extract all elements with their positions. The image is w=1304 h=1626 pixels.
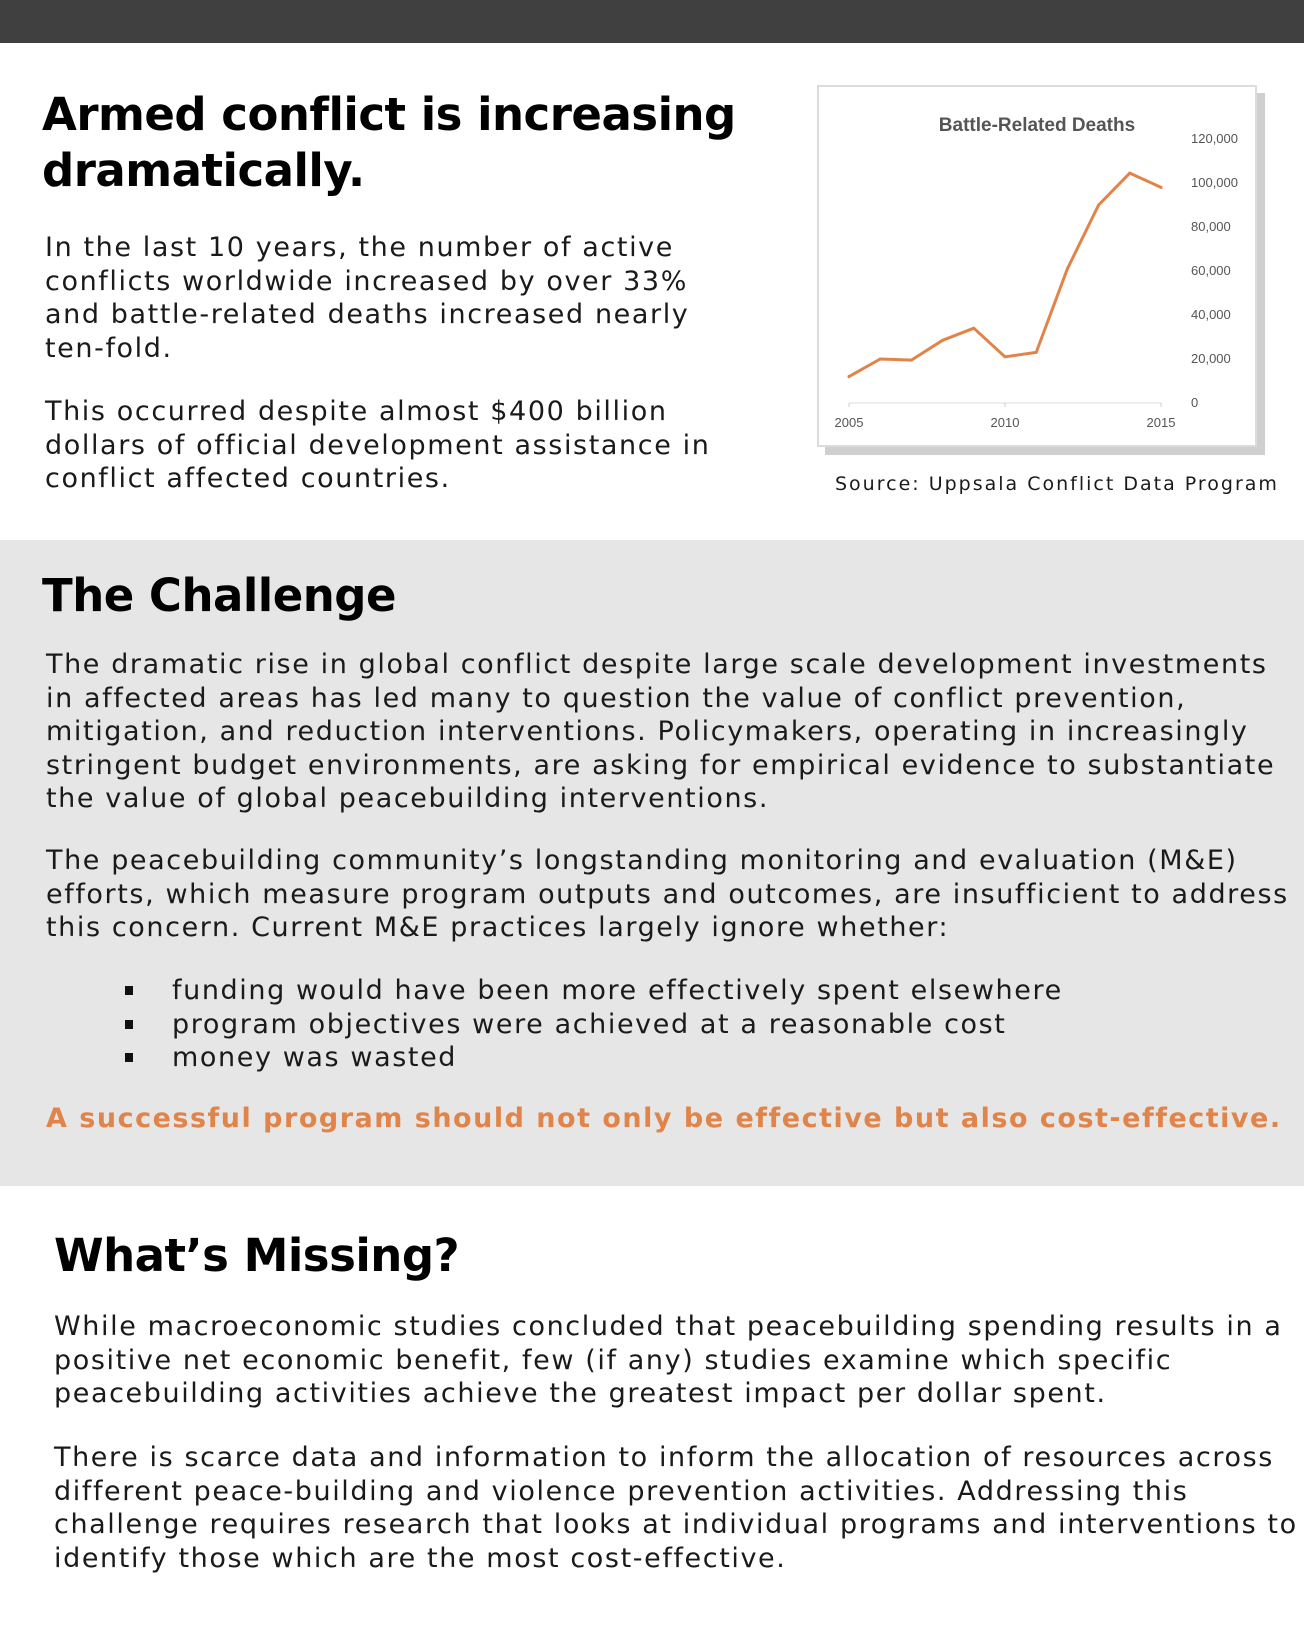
bullet-text: funding would have been more effectively spent elsewhere [172, 975, 1063, 1006]
data-point-2010 [1004, 355, 1007, 358]
challenge-paragraph-2: The peacebuilding community’s longstanding monitoring and evaluation (M&E) efforts, which measure program outputs and outcomes, are insufficient to address this concern. Current M&E practices largely ignore whether: [46, 845, 1289, 943]
chart-source: Source: Uppsala Conflict Data Program [835, 473, 1279, 495]
chart-series [848, 172, 1163, 379]
whats-missing-heading: What’s Missing? [54, 1229, 460, 1282]
bullet-text: program objectives were achieved at a reasonable cost [172, 1008, 1007, 1040]
challenge-paragraph-1: The dramatic rise in global conflict despite large scale development investments in affected areas has led many to question the value of conflict prevention, mitigation, and reduction interventions. Policymakers, operating in increasingly stringent budget environments, are asking for empirical evidence to substantiate the value of global peacebuilding interventions. [46, 649, 1276, 814]
y-tick-label-40000: 40,000 [1191, 307, 1231, 322]
chart-card [817, 85, 1257, 447]
bullet-text: money was wasted [172, 1042, 458, 1073]
y-tick-label-0: 0 [1191, 395, 1199, 410]
bullet-square-icon [125, 1020, 133, 1029]
bullet-item [122, 1008, 1063, 1042]
battle-deaths-chart [817, 85, 1261, 449]
whats-missing-paragraph-2: There is scarce data and information to inform the allocation of resources across different peace-building and violence prevention activities. Addressing this challenge requires research that looks at individual programs and interventions to identify those which are the most cost-effective. [54, 1442, 1298, 1574]
x-tick-label-2005: 2005 [834, 415, 864, 430]
data-point-2012 [1066, 267, 1069, 270]
bullet-item [122, 1041, 1063, 1075]
bullet-square-icon [125, 1053, 133, 1062]
challenge-section [0, 540, 1304, 1186]
data-point-2009 [972, 327, 975, 330]
data-point-2015 [1160, 186, 1163, 189]
bullet-square-icon [125, 986, 133, 995]
y-tick-label-80000: 80,000 [1191, 219, 1231, 234]
x-tick-label-2015: 2015 [1146, 415, 1176, 430]
top-bar [0, 0, 1304, 43]
chart-title: Battle-Related Deaths [938, 115, 1136, 136]
y-tick-label-120000: 120,000 [1191, 131, 1238, 146]
series-line-0 [849, 173, 1161, 377]
challenge-bullet-list [122, 974, 1063, 1075]
bullet-item [122, 974, 1063, 1008]
data-point-2013 [1097, 204, 1100, 207]
whats-missing-paragraph-1: While macroeconomic studies concluded that peacebuilding spending results in a positive net economic benefit, few (if any) studies examine which specific peacebuilding activities achieve the greatest impact per dollar spent. [54, 1311, 1283, 1409]
cost-effective-callout: A successful program should not only be effective but also cost-effective. [46, 1103, 1282, 1134]
data-point-2005 [848, 375, 851, 378]
y-tick-label-20000: 20,000 [1191, 351, 1231, 366]
challenge-heading: The Challenge [42, 569, 396, 622]
data-point-2006 [879, 358, 882, 361]
y-tick-label-60000: 60,000 [1191, 263, 1231, 278]
chart-axes [835, 131, 1238, 430]
chart-svg [819, 87, 1255, 445]
armed-conflict-section [0, 43, 1304, 540]
armed-conflict-paragraph-2: This occurred despite almost $400 billion dollars of official development assistance in conflict affected countries. [45, 396, 711, 494]
data-point-2014 [1128, 172, 1131, 175]
data-point-2008 [941, 339, 944, 342]
x-tick-label-2010: 2010 [990, 415, 1020, 430]
whats-missing-section [0, 1186, 1304, 1626]
armed-conflict-heading: Armed conflict is increasing dramatically. [42, 88, 736, 197]
armed-conflict-paragraph-1: In the last 10 years, the number of active conflicts worldwide increased by over 33% and battle-related deaths increased nearly ten-fold. [45, 232, 690, 364]
data-point-2011 [1035, 351, 1038, 354]
y-tick-label-100000: 100,000 [1191, 175, 1238, 190]
data-point-2007 [910, 359, 913, 362]
